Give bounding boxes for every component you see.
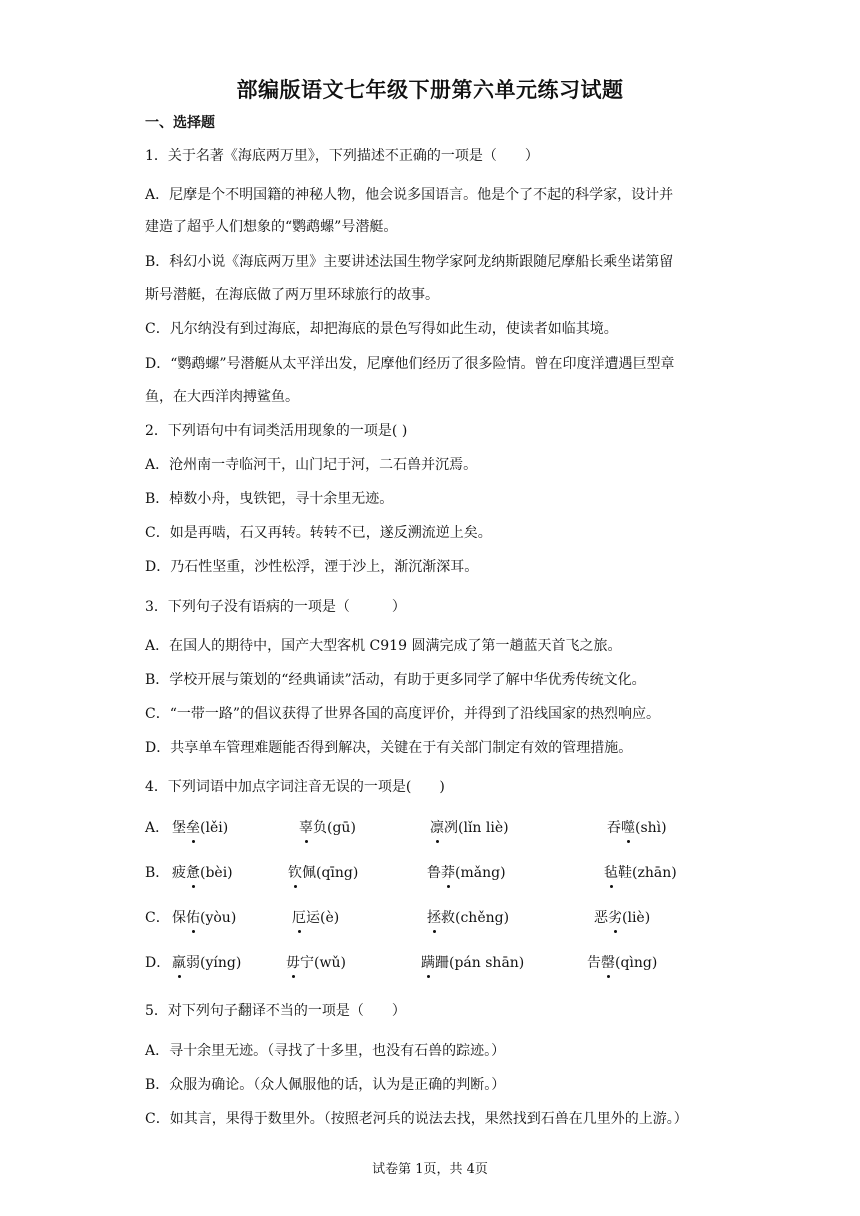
q4-text: (liè) xyxy=(622,910,651,926)
q4-text: (shì) xyxy=(635,820,667,836)
question-2-option-b: B．棹数小舟，曳铁钯，寻十余里无迹。 xyxy=(145,491,394,507)
q4-row-d-item-4 xyxy=(587,953,657,973)
q4-row-d-item-3 xyxy=(421,953,524,973)
q4-text: 冽(lǐn liè) xyxy=(444,820,509,836)
question-2-stem: 2．下列语句中有词类活用现象的一项是( ) xyxy=(145,423,408,439)
section-heading: 一、选择题 xyxy=(145,115,215,131)
q4-text: (yòu) xyxy=(200,910,237,926)
q4-dotted-char: 毡 xyxy=(604,865,618,881)
q4-text: 佩(qīng) xyxy=(302,865,359,881)
q4-dotted-char: 凛 xyxy=(430,820,444,836)
q4-dotted-char: 垒 xyxy=(186,820,200,836)
q4-text: 疲 xyxy=(172,865,186,881)
question-5-stem: 5．对下列句子翻译不当的一项是（ ） xyxy=(145,1003,406,1019)
question-3-stem: 3．下列句子没有语病的一项是（ ） xyxy=(145,599,406,615)
q4-row-c-item-4 xyxy=(594,908,650,928)
q4-text: (bèi) xyxy=(200,865,233,881)
question-1-stem: 1．关于名著《海底两万里》，下列描述不正确的一项是（ ） xyxy=(145,148,539,164)
question-4-stem: 4．下列词语中加点字词注音无误的一项是( ) xyxy=(145,779,445,795)
q4-dotted-char: 辜 xyxy=(299,820,313,836)
q4-row-b-label: B． xyxy=(145,865,170,881)
question-1-option-a-cont: 建造了超乎人们想象的“鹦鹉螺”号潜艇。 xyxy=(145,219,398,235)
q4-text: (lěi) xyxy=(200,820,229,836)
q4-dotted-char: 噬 xyxy=(621,820,635,836)
question-3-option-d: D．共享单车管理难题能否得到解决，关键在于有关部门制定有效的管理措施。 xyxy=(145,740,633,756)
q4-row-a-label: A． xyxy=(145,820,170,836)
q4-dotted-char: 毋 xyxy=(286,955,300,971)
q4-text: 跚(pán shān) xyxy=(435,955,525,971)
question-5-option-c: C．如其言，果得于数里外。（按照老河兵的说法去找，果然找到石兽在几里外的上游。） xyxy=(145,1111,688,1127)
q4-dotted-char: 拯 xyxy=(427,910,441,926)
q4-row-a-item-3 xyxy=(430,818,509,838)
q4-row-b-item-4 xyxy=(604,863,677,883)
question-2-option-d: D．乃石性坚重，沙性松浮，湮于沙上，渐沉渐深耳。 xyxy=(145,559,479,575)
page-footer: 试卷第 1页，共 4页 xyxy=(372,1162,488,1177)
q4-text: 宁(wǔ) xyxy=(300,955,346,971)
q4-row-b-item-2 xyxy=(288,863,358,883)
q4-dotted-char: 厄 xyxy=(292,910,306,926)
q4-text: 鞋(zhān) xyxy=(618,865,677,881)
q4-row-b-item-3 xyxy=(427,863,506,883)
question-1-option-b-cont: 斯号潜艇，在海底做了两万里环球旅行的故事。 xyxy=(145,287,439,303)
q4-text: 告 xyxy=(587,955,601,971)
question-5-option-b: B．众服为确论。（众人佩服他的话，认为是正确的判断。） xyxy=(145,1077,506,1093)
question-2-option-c: C．如是再啮，石又再转。转转不已，遂反溯流逆上矣。 xyxy=(145,525,492,541)
q4-dotted-char: 罄 xyxy=(601,955,615,971)
q4-text: 运(è) xyxy=(306,910,340,926)
question-3-option-a: A．在国人的期待中，国产大型客机 C919 圆满完成了第一趟蓝天首飞之旅。 xyxy=(145,638,622,654)
q4-row-c-label: C． xyxy=(145,910,170,926)
q4-row-d-item-1 xyxy=(172,953,241,973)
q4-text: 弱(yíng) xyxy=(186,955,242,971)
q4-row-d-label: D． xyxy=(145,955,171,971)
question-1-option-d: D．“鹦鹉螺”号潜艇从太平洋出发，尼摩他们经历了很多险情。曾在印度洋遭遇巨型章 xyxy=(145,356,675,372)
question-2-option-a: A．沧州南一寺临河干，山门圮于河，二石兽并沉焉。 xyxy=(145,457,478,473)
q4-text: 恶 xyxy=(594,910,608,926)
q4-row-a-item-4 xyxy=(607,818,667,838)
q4-text: 鲁 xyxy=(427,865,441,881)
q4-dotted-char: 蹒 xyxy=(421,955,435,971)
question-1-option-b: B．科幻小说《海底两万里》主要讲述法国生物学家阿龙纳斯跟随尼摩船长乘坐诺第留 xyxy=(145,254,674,270)
question-5-option-a: A．寻十余里无迹。（寻找了十多里，也没有石兽的踪迹。） xyxy=(145,1043,506,1059)
q4-row-d-item-2 xyxy=(286,953,346,973)
q4-text: 吞 xyxy=(607,820,621,836)
q4-row-a-item-1 xyxy=(172,818,228,838)
q4-row-c-item-3 xyxy=(427,908,509,928)
q4-dotted-char: 钦 xyxy=(288,865,302,881)
page-title: 部编版语文七年级下册第六单元练习试题 xyxy=(236,78,624,102)
q4-text: (mǎng) xyxy=(455,865,506,881)
question-3-option-b: B．学校开展与策划的“经典诵读”活动，有助于更多同学了解中华优秀传统文化。 xyxy=(145,672,646,688)
q4-row-a-item-2 xyxy=(299,818,356,838)
q4-row-b-item-1 xyxy=(172,863,233,883)
question-1-option-d-cont: 鱼，在大西洋肉搏鲨鱼。 xyxy=(145,389,299,405)
q4-text: 保 xyxy=(172,910,186,926)
q4-dotted-char: 羸 xyxy=(172,955,186,971)
q4-row-c-item-2 xyxy=(292,908,339,928)
q4-dotted-char: 劣 xyxy=(608,910,622,926)
q4-dotted-char: 莽 xyxy=(441,865,455,881)
q4-row-c-item-1 xyxy=(172,908,236,928)
q4-text: 负(gū) xyxy=(313,820,356,836)
q4-dotted-char: 佑 xyxy=(186,910,200,926)
q4-text: 堡 xyxy=(172,820,186,836)
question-3-option-c: C．“一带一路”的倡议获得了世界各国的高度评价，并得到了沿线国家的热烈响应。 xyxy=(145,706,661,722)
q4-dotted-char: 惫 xyxy=(186,865,200,881)
q4-text: 救(chěng) xyxy=(441,910,510,926)
q4-text: (qìng) xyxy=(615,955,658,971)
question-1-option-a: A．尼摩是个不明国籍的神秘人物，他会说多国语言。他是个了不起的科学家，设计并 xyxy=(145,187,674,203)
question-1-option-c: C．凡尔纳没有到过海底，却把海底的景色写得如此生动，使读者如临其境。 xyxy=(145,321,618,337)
